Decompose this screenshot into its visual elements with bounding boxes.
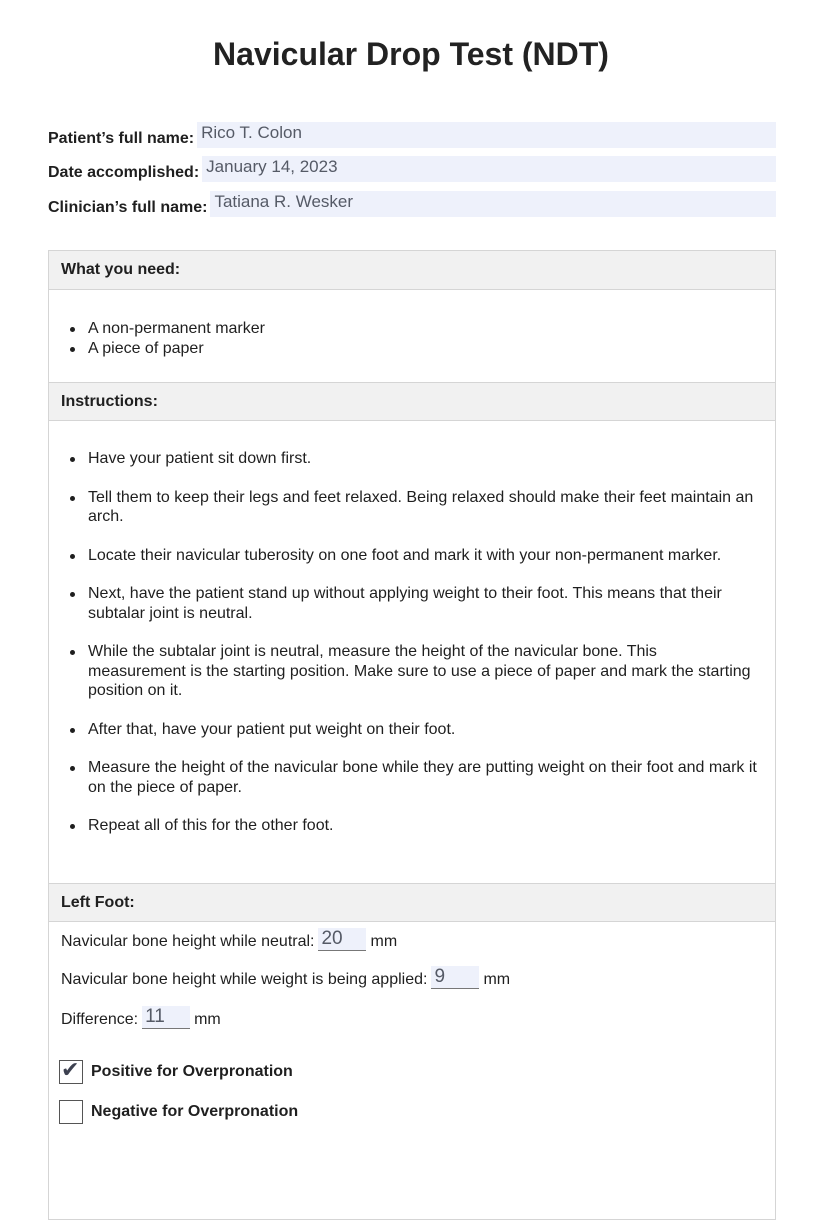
- positive-overpronation-option[interactable]: [59, 1057, 293, 1084]
- clinician-name-label: Clinician’s full name:: [48, 199, 208, 216]
- list-item: While the subtalar joint is neutral, measure the height of the navicular bone. This measurement is the starting position. Make sure to use a piece of paper and mark the starting position on it.: [49, 642, 775, 701]
- list-item: Repeat all of this for the other foot.: [49, 816, 775, 836]
- weight-height-label: Navicular bone height while weight is being applied:: [61, 971, 428, 988]
- test-form-card: [48, 250, 776, 1220]
- neutral-height-label: Navicular bone height while neutral:: [61, 933, 315, 950]
- date-row: [48, 156, 776, 184]
- neutral-height-field[interactable]: 20: [318, 928, 366, 951]
- date-label: Date accomplished:: [48, 164, 200, 181]
- date-field[interactable]: January 14, 2023: [202, 156, 776, 182]
- difference-field[interactable]: 11: [142, 1006, 190, 1029]
- list-item: After that, have your patient put weight on their foot.: [49, 720, 775, 740]
- needs-list: [49, 319, 775, 358]
- patient-name-field[interactable]: Rico T. Colon: [197, 122, 776, 148]
- difference-row: [61, 1003, 221, 1029]
- negative-overpronation-checkbox[interactable]: [59, 1100, 83, 1124]
- weight-height-field[interactable]: 9: [431, 966, 479, 989]
- difference-label: Difference:: [61, 1011, 139, 1028]
- patient-name-label: Patient’s full name:: [48, 130, 195, 147]
- negative-overpronation-option[interactable]: [59, 1100, 298, 1124]
- unit-label: mm: [483, 971, 511, 988]
- list-item: Locate their navicular tuberosity on one foot and mark it with your non-permanent marker.: [49, 546, 775, 566]
- neutral-height-row: [61, 925, 397, 951]
- clinician-name-field[interactable]: Tatiana R. Wesker: [210, 191, 776, 217]
- list-item: Have your patient sit down first.: [49, 449, 775, 469]
- list-item: A piece of paper: [49, 339, 775, 359]
- negative-overpronation-label: Negative for Overpronation: [91, 1103, 299, 1120]
- list-item: Tell them to keep their legs and feet relaxed. Being relaxed should make their feet maintain an arch.: [49, 488, 775, 527]
- weight-height-row: [61, 963, 510, 989]
- list-item: Next, have the patient stand up without applying weight to their foot. This means that their subtalar joint is neutral.: [49, 584, 775, 623]
- page-title: Navicular Drop Test (NDT): [213, 36, 609, 72]
- patient-name-row: [48, 122, 776, 150]
- instructions-heading: Instructions:: [49, 382, 775, 421]
- unit-label: mm: [194, 1011, 221, 1028]
- instructions-list: [49, 449, 775, 855]
- checkmark-icon: ✔: [61, 1057, 80, 1082]
- list-item: Measure the height of the navicular bone while they are putting weight on their foot and mark it on the piece of paper.: [49, 758, 775, 797]
- needs-heading: What you need:: [49, 251, 775, 290]
- unit-label: mm: [370, 933, 398, 950]
- clinician-name-row: [48, 191, 776, 219]
- positive-overpronation-label: Positive for Overpronation: [91, 1063, 293, 1080]
- left-foot-heading: Left Foot:: [49, 883, 775, 922]
- list-item: A non-permanent marker: [49, 319, 775, 339]
- positive-overpronation-checkbox[interactable]: [59, 1057, 83, 1084]
